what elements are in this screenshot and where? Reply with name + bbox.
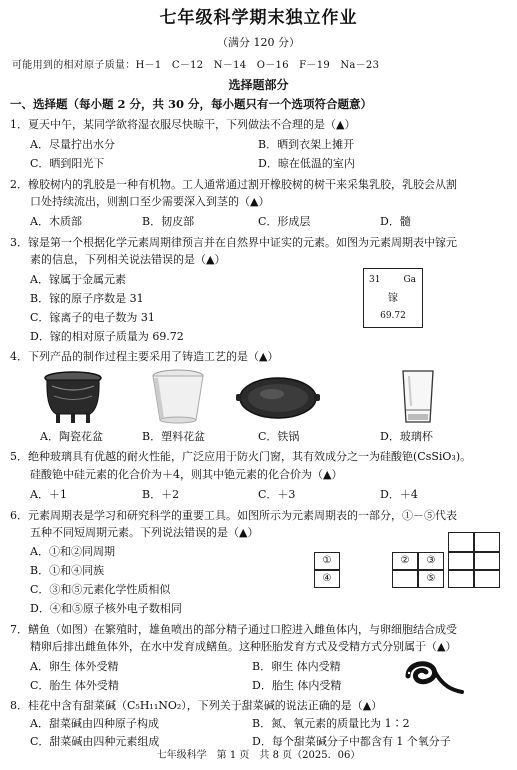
- q4-option-d: D．玻璃杯: [380, 430, 433, 443]
- q2-option-d: D．髓: [380, 215, 411, 228]
- cell-empty-d: [474, 570, 500, 588]
- atomic-masses-line: 可能用到的相对原子质量：H－1 C－12 N－14 O－16 F－19 Na－23: [12, 60, 380, 71]
- question-1-stem: 1．夏天中午，某同学欲将湿衣服尽快晾干，下列做法不合理的是（▲）: [10, 118, 356, 131]
- question-2-cont: 口处持续流出，则割口至少需要深入到茎的（▲）: [30, 195, 270, 208]
- eel-image: [400, 656, 466, 696]
- glass-cup-image: [398, 368, 438, 426]
- q1-option-c: C．晒到阳光下: [30, 157, 105, 170]
- cell-3: ③: [418, 552, 444, 570]
- q7-option-c: C．胎生 体外受精: [30, 679, 119, 692]
- cell-empty-e: [392, 570, 418, 588]
- ceramic-pot-image: [42, 370, 104, 426]
- cell-empty-b: [474, 552, 500, 570]
- cell-empty-c: [448, 570, 474, 588]
- question-6-stem: 6．元素周期表是学习和研究科学的重要工具。如图所示为元素周期表的一部分，①－⑤代表: [10, 509, 457, 522]
- q4-option-a: A．陶瓷花盆: [40, 430, 103, 443]
- cell-2: ②: [392, 552, 418, 570]
- q1-option-a: A．尽量拧出水分: [30, 138, 115, 151]
- q6-option-d: D．④和⑤原子核外电子数相同: [30, 602, 182, 615]
- q8-option-d: D．每个甜菜碱分子中都含有 1 个氧分子: [252, 735, 451, 748]
- q8-option-a: A．甜菜碱由四种原子构成: [30, 717, 159, 730]
- q5-option-b: B．＋2: [142, 488, 180, 501]
- question-4-stem: 4．下列产品的制作过程主要采用了铸造工艺的是（▲）: [10, 350, 279, 363]
- exam-title: 七年级科学期末独立作业: [159, 8, 358, 28]
- q1-option-b: B．晒到衣架上摊开: [258, 138, 355, 151]
- element-name: 镓: [388, 293, 398, 304]
- element-symbol: Ga: [403, 275, 416, 285]
- page-footer: 七年级科学 第 1 页 共 8 页（2025．06）: [156, 750, 361, 761]
- q2-option-b: B．韧皮部: [142, 215, 195, 228]
- atomic-number: 31: [369, 275, 381, 285]
- q4-option-c: C．铁锅: [258, 430, 300, 443]
- q6-option-b: B．①和④同族: [30, 564, 105, 577]
- question-5-cont: 硅酸铯中硅元素的化合价为＋4，则其中铯元素的化合价为（▲）: [30, 468, 343, 481]
- q5-option-c: C．＋3: [258, 488, 296, 501]
- cell-top-far-right: [474, 532, 500, 552]
- question-3-cont: 素的信息，下列相关说法错误的是（▲）: [30, 253, 226, 266]
- cell-top-right: [448, 532, 474, 552]
- q5-option-a: A．＋1: [30, 488, 67, 501]
- part-heading: 一、选择题（每小题 2 分，共 30 分，每小题只有一个选项符合题意）: [10, 97, 373, 111]
- question-7-cont: 精卵后排出雌鱼体外，在水中发育成鳝鱼。这种胚胎发育方式及受精方式分别属于（▲）: [30, 640, 457, 653]
- q8-option-c: C．甜菜碱由四种元素组成: [30, 735, 160, 748]
- question-7-stem: 7．鳝鱼（如图）在繁殖时，雄鱼喷出的部分精子通过口腔进入雌鱼体内，与卵细胞结合成受: [10, 623, 457, 636]
- cell-4: ④: [314, 570, 340, 588]
- gallium-element-card: [363, 268, 423, 328]
- question-6-cont: 五种不同短周期元素。下列说法错误的是（▲）: [30, 526, 259, 539]
- q5-option-d: D．＋4: [380, 488, 418, 501]
- q6-option-c: C．③和⑤元素化学性质相似: [30, 583, 171, 596]
- cell-1: ①: [314, 552, 340, 570]
- q7-option-d: D．胎生 体内受精: [252, 679, 342, 692]
- q4-option-b: B．塑料花盆: [142, 430, 206, 443]
- question-2-stem: 2．橡胶树内的乳胶是一种有机物。工人通常通过割开橡胶树的树干来采集乳胶，乳胶会从割: [10, 178, 457, 191]
- question-3-stem: 3．镓是第一个根据化学元素周期律预言并在自然界中证实的元素。如图为元素周期表中镓元: [10, 236, 457, 249]
- q7-option-b: B．卵生 体内受精: [252, 660, 341, 673]
- q6-option-a: A．①和②同周期: [30, 545, 115, 558]
- question-8-stem: 8．桂花中含有甜菜碱（C₅H₁₁NO₂），下列关于甜菜碱的说法正确的是（▲）: [10, 699, 383, 712]
- section-title: 选择题部分: [228, 78, 289, 92]
- q3-option-d: D．镓的相对原子质量为 69.72: [30, 330, 184, 343]
- q2-option-c: C．形成层: [258, 215, 311, 228]
- cell-5: ⑤: [418, 570, 444, 588]
- cell-empty-a: [448, 552, 474, 570]
- atomic-mass: 69.72: [380, 311, 406, 321]
- q1-option-d: D．晾在低温的室内: [258, 157, 355, 170]
- exam-subtitle: （满分 120 分）: [217, 36, 300, 49]
- iron-wok-image: [236, 374, 320, 424]
- q3-option-a: A．镓属于金属元素: [30, 273, 126, 286]
- q3-option-b: B．镓的原子序数是 31: [30, 292, 144, 305]
- q3-option-c: C．镓离子的电子数为 31: [30, 311, 155, 324]
- q2-option-a: A．木质部: [30, 215, 82, 228]
- plastic-pot-image: [150, 368, 206, 426]
- question-5-stem: 5．绝种玻璃具有优越的耐火性能，广泛应用于防火门窗，其有效成分之一为硅酸铯(CsSiO₃)。: [10, 450, 472, 463]
- q8-option-b: B．氮、氧元素的质量比为 1∶2: [252, 717, 410, 730]
- q7-option-a: A．卵生 体外受精: [30, 660, 119, 673]
